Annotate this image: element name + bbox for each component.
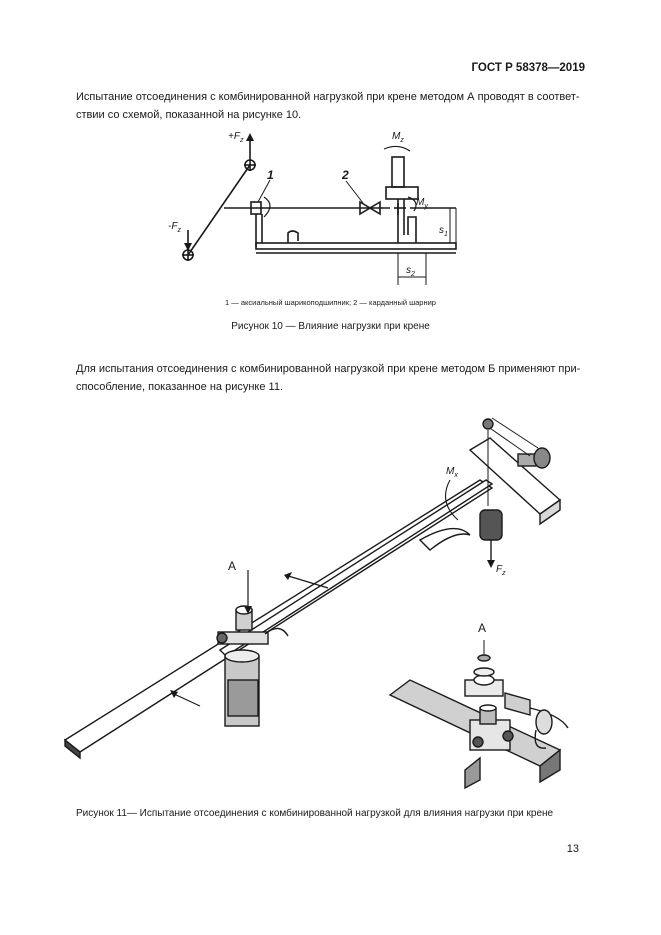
document-id: ГОСТ Р 58378—2019 bbox=[471, 62, 585, 74]
label-num-2: 2 bbox=[342, 168, 349, 182]
label-mz-subscript: z bbox=[400, 137, 404, 144]
paragraph-line: ствии со схемой, показанной на рисунке 10. bbox=[76, 109, 302, 121]
label-plus-fz-subscript: z bbox=[239, 137, 244, 144]
figure-11-caption: Рисунок 11— Испытание отсоединения с комбинированной нагрузкой для влияния нагрузки при крене bbox=[76, 808, 554, 819]
base-plate bbox=[256, 243, 456, 249]
arrow-down-icon bbox=[487, 560, 495, 568]
arrow-up-icon bbox=[246, 133, 254, 141]
label-my: $M_y$ bbox=[416, 197, 428, 210]
label-s2-subscript: 2 bbox=[411, 271, 415, 278]
arrow-icon bbox=[284, 572, 292, 580]
label-a-right: A bbox=[478, 621, 487, 635]
load-rod bbox=[188, 165, 250, 255]
label-fz: $F_z$ bbox=[496, 564, 506, 577]
label-s1: $s_1$ bbox=[439, 225, 448, 238]
paragraph-method-a bbox=[76, 88, 584, 124]
figure-10-caption: Рисунок 10 — Влияние нагрузки при крене bbox=[231, 321, 430, 332]
figure-10-legend: 1 — аксиальный шарикоподшипник; 2 — карданный шарнир bbox=[225, 298, 436, 307]
paragraph-line: Испытание отсоединения с комбинированной нагрузкой при крене методом А проводят в соответ- bbox=[76, 91, 580, 103]
label-s2: $s_2$ bbox=[406, 265, 415, 278]
label-a-left: A bbox=[228, 559, 237, 573]
label-fz-subscript: z bbox=[502, 570, 506, 577]
figure-10-diagram bbox=[160, 125, 480, 295]
label-mz: $M_z$ bbox=[392, 131, 404, 144]
paragraph-line: способление, показанное на рисунке 11. bbox=[76, 381, 284, 393]
figure-11-illustration bbox=[60, 410, 580, 790]
label-my-subscript: y bbox=[424, 203, 428, 210]
label-minus-fz-subscript: z bbox=[177, 227, 181, 234]
paragraph-line: Для испытания отсоединения с комбинированной нагрузкой при крене методом Б применяют при- bbox=[76, 363, 581, 375]
label-minus-fz: $-F_z$ bbox=[168, 221, 181, 234]
paragraph-method-b bbox=[76, 360, 584, 396]
label-mx-subscript: x bbox=[454, 472, 458, 479]
weight bbox=[480, 510, 502, 540]
label-mx: $M_x$ bbox=[446, 466, 458, 479]
page-number: 13 bbox=[566, 843, 579, 855]
label-plus-fz: $+F_z$ bbox=[228, 131, 244, 144]
label-num-1: 1 bbox=[267, 168, 274, 182]
label-s1-subscript: 1 bbox=[444, 231, 448, 238]
upper-column bbox=[392, 157, 404, 187]
